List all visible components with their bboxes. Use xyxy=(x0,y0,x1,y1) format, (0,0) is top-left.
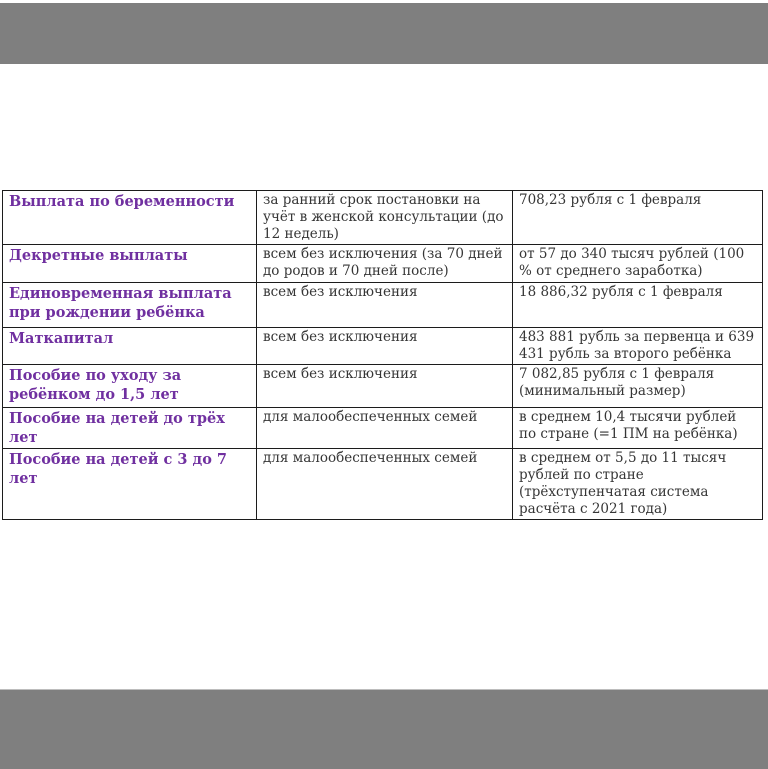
table-row xyxy=(3,365,763,408)
benefit-name-cell: Декретные выплаты xyxy=(3,245,257,283)
benefit-name-cell: Пособие на детей с 3 до 7 лет xyxy=(3,449,257,520)
benefit-name-cell: Пособие по уходу за ребёнком до 1,5 лет xyxy=(3,365,257,408)
amount-cell: 483 881 рубль за первенца и 639 431 рубль за второго ребёнка xyxy=(513,328,763,365)
table-row xyxy=(3,245,763,283)
table-row xyxy=(3,191,763,245)
recipients-cell: за ранний срок постановки на учёт в женской консультации (до 12 недель) xyxy=(257,191,513,245)
amount-cell: от 57 до 340 тысяч рублей (100 % от среднего заработка) xyxy=(513,245,763,283)
amount-cell: в среднем 10,4 тысячи рублей по стране (=1 ПМ на ребёнка) xyxy=(513,408,763,449)
recipients-cell: для малообеспеченных семей xyxy=(257,408,513,449)
recipients-cell: всем без исключения xyxy=(257,283,513,328)
table-row xyxy=(3,283,763,328)
recipients-cell: всем без исключения xyxy=(257,365,513,408)
top-gray-bar xyxy=(0,3,768,64)
table-row xyxy=(3,328,763,365)
recipients-cell: всем без исключения xyxy=(257,328,513,365)
recipients-cell: всем без исключения (за 70 дней до родов и 70 дней после) xyxy=(257,245,513,283)
recipients-cell: для малообеспеченных семей xyxy=(257,449,513,520)
amount-cell: в среднем от 5,5 до 11 тысяч рублей по стране (трёхступенчатая система расчёта с 2021 года) xyxy=(513,449,763,520)
table-row xyxy=(3,408,763,449)
amount-cell: 18 886,32 рубля с 1 февраля xyxy=(513,283,763,328)
table-row xyxy=(3,449,763,520)
benefit-name-cell: Единовременная выплата при рождении ребёнка xyxy=(3,283,257,328)
benefit-name-cell: Выплата по беременности xyxy=(3,191,257,245)
amount-cell: 7 082,85 рубля с 1 февраля (минимальный размер) xyxy=(513,365,763,408)
amount-cell: 708,23 рубля с 1 февраля xyxy=(513,191,763,245)
benefits-table xyxy=(2,190,763,520)
benefit-name-cell: Маткапитал xyxy=(3,328,257,365)
benefit-name-cell: Пособие на детей до трёх лет xyxy=(3,408,257,449)
bottom-gray-bar xyxy=(0,689,768,769)
